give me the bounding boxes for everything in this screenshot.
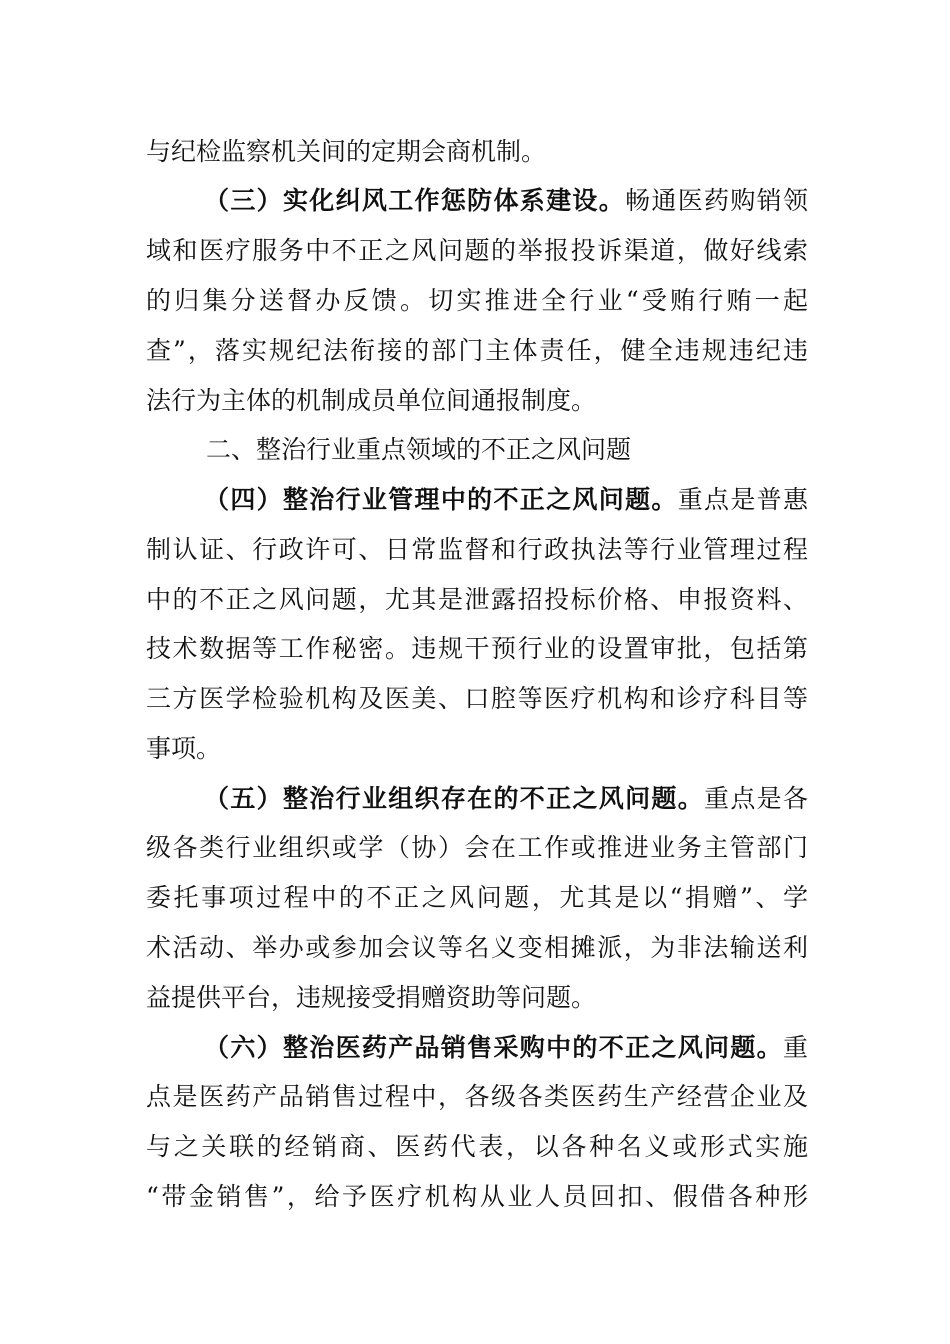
- section-3-title: （三）实化纠风工作惩防体系建设。: [204, 186, 626, 215]
- paragraph-continuation-line: 与纪检监察机关间的定期会商机制。: [146, 137, 547, 166]
- section-6-title: （六）整治医药产品销售采购中的不正之风问题。: [204, 1033, 783, 1062]
- section-3-line: 的归集分送督办反馈。切实推进全行业“受贿行贿一起: [146, 286, 808, 315]
- section-5-line: 术活动、举办或参加会议等名义变相摊派，为非法输送利: [146, 933, 808, 962]
- section-4-line: 三方医学检验机构及医美、口腔等医疗机构和诊疗科目等: [146, 684, 808, 713]
- section-6-first-line-text: 重: [782, 1033, 808, 1062]
- section-5-first-line: [146, 784, 808, 814]
- section-4-first-line-text: 重点是普惠: [677, 485, 808, 514]
- section-4-title: （四）整治行业管理中的不正之风问题。: [204, 485, 678, 514]
- section-3-line: 查”，落实规纪法衔接的部门主体责任，健全违规违纪违: [146, 336, 808, 365]
- section-4-line: 中的不正之风问题，尤其是泄露招投标价格、申报资料、: [146, 585, 808, 614]
- section-5-first-line-text: 重点是各: [704, 784, 808, 813]
- section-3-line: 域和医疗服务中不正之风问题的举报投诉渠道，做好线索: [146, 236, 808, 265]
- heading-2: 二、整治行业重点领域的不正之风问题: [206, 435, 632, 464]
- section-4-line: 技术数据等工作秘密。违规干预行业的设置审批，包括第: [146, 634, 808, 663]
- section-5-line: 级各类行业组织或学（协）会在工作或推进业务主管部门: [146, 833, 808, 862]
- section-3-first-line: [146, 186, 808, 216]
- section-5-line: 益提供平台，违规接受捐赠资助等问题。: [146, 983, 597, 1012]
- section-6-first-line: [146, 1033, 808, 1063]
- section-6-line: “带金销售”，给予医疗机构从业人员回扣、假借各种形: [146, 1182, 808, 1211]
- section-4-line: 事项。: [146, 734, 222, 763]
- section-5-title: （五）整治行业组织存在的不正之风问题。: [204, 784, 705, 813]
- section-3-first-line-text: 畅通医药购销领: [625, 186, 808, 215]
- section-6-line: 点是医药产品销售过程中，各级各类医药生产经营企业及: [146, 1082, 808, 1111]
- section-5-line: 委托事项过程中的不正之风问题，尤其是以“捐赠”、学: [146, 883, 808, 912]
- section-3-line: 法行为主体的机制成员单位间通报制度。: [146, 386, 597, 415]
- section-6-line: 与之关联的经销商、医药代表，以各种名义或形式实施: [146, 1132, 808, 1161]
- section-4-line: 制认证、行政许可、日常监督和行政执法等行业管理过程: [146, 535, 808, 564]
- section-4-first-line: [146, 485, 808, 515]
